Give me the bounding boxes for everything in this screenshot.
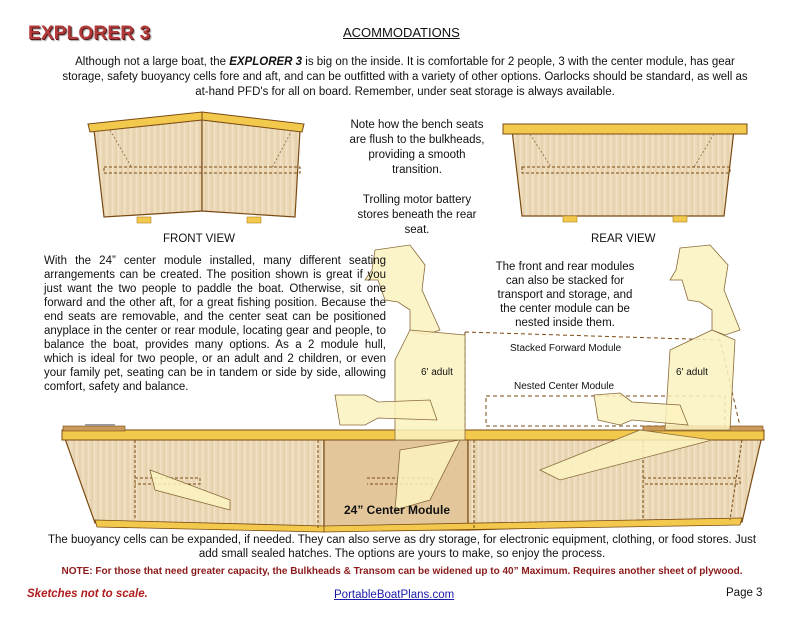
- page-title: EXPLORER 3: [28, 23, 151, 44]
- buoyancy-paragraph: The buoyancy cells can be expanded, if needed. They can also serve as dry storage, for electronic equipment, clothing, or food stores. Just add small sealed hatches. The options are yours to make, so enjoy the process.: [47, 534, 757, 560]
- front-view-label: FRONT VIEW: [163, 233, 235, 245]
- page-number: Page 3: [726, 587, 763, 599]
- rear-view-drawing: [503, 124, 747, 222]
- intro-text-start: Although not a large boat, the: [75, 56, 230, 68]
- scale-disclaimer: Sketches not to scale.: [27, 588, 148, 600]
- rear-view-label: REAR VIEW: [591, 233, 656, 245]
- side-notes: [348, 118, 486, 238]
- stacked-forward-module-label: Stacked Forward Module: [510, 343, 622, 354]
- adult-label-right: 6' adult: [676, 367, 708, 378]
- center-module-label: 24” Center Module: [344, 503, 451, 517]
- seating-paragraph: With the 24” center module installed, many different seating arrangements can be created. The position shown is great if you just want the two people to paddle the boat. Otherwise, sit one forward and the other aft, for a great fishing position. Because the end seats are removable, and the center seat can be positioned anyplace in the center or rear module, locating gear and people, to balance the boat, provides many options. As a 2 module hull, which is ideal for two people, or an adult and 2 children, or even your family pet, seating can be in tandem or side by side, allowing comfort, safety and balance.: [44, 255, 386, 393]
- nested-center-module-label: Nested Center Module: [514, 381, 615, 392]
- section-heading: ACOMMODATIONS: [343, 25, 460, 40]
- intro-paragraph: [60, 55, 750, 100]
- front-view-drawing: [88, 112, 304, 223]
- capacity-note: NOTE: For those that need greater capacity, the Bulkheads & Transom can be widened up to 40” Maximum. Requires another sheet of plywood.: [61, 566, 743, 577]
- intro-boat-name: EXPLORER 3: [229, 56, 303, 68]
- intro-text-end: is big on the inside. It is comfortable for 2 people, 3 with the center module, has gear storage, safety buoyancy cells fore and aft, and can be outfitted with a variety of other options. Oarlocks should be standard, as well as at-hand PFD's for all on board. Remember, under seat storage is always available.: [62, 56, 748, 98]
- battery-note: Trolling motor battery stores beneath the rear seat.: [357, 194, 477, 236]
- bench-note: Note how the bench seats are flush to the bulkheads, providing a smooth transition.: [349, 119, 485, 176]
- stacking-paragraph: The front and rear modules can also be stacked for transport and storage, and the center module can be nested inside them.: [495, 261, 635, 329]
- website-link[interactable]: PortableBoatPlans.com: [334, 589, 455, 601]
- adult-label-left: 6' adult: [421, 367, 453, 378]
